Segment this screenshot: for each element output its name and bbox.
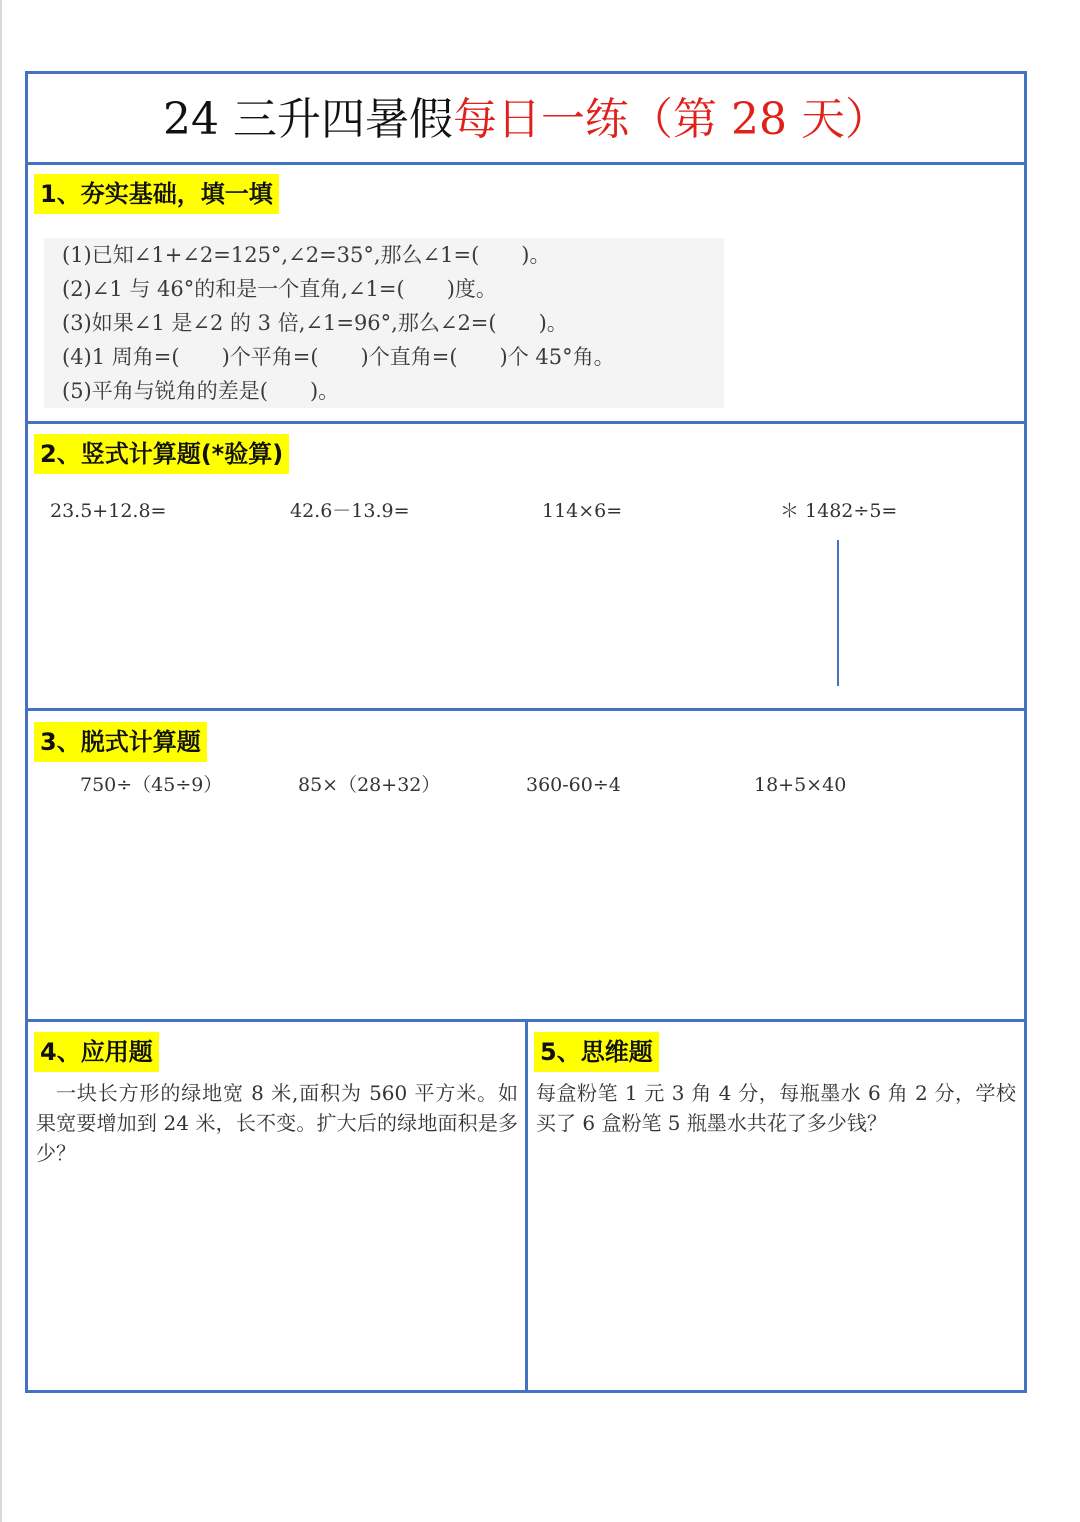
divider-section1 — [28, 421, 1024, 424]
section1-heading: 1、夯实基础，填一填 — [34, 174, 279, 214]
section4-heading: 4、应用题 — [34, 1032, 159, 1072]
vertical-calc-4: ＊ 1482÷5= — [780, 500, 898, 522]
vertical-calc-2: 42.6－13.9= — [290, 500, 410, 522]
worksheet-frame — [25, 71, 1027, 1393]
q1-item-1: (1)已知∠1+∠2=125°,∠2=35°,那么∠1=( )。 — [62, 243, 551, 267]
q1-item-4: (4)1 周角=( )个平角=( )个直角=( )个 45°角。 — [62, 345, 615, 369]
title-red: 每日一练（第 28 天） — [453, 94, 889, 145]
divider-section2 — [28, 708, 1024, 711]
section2-heading: 2、竖式计算题(*验算) — [34, 434, 289, 474]
section3-heading: 3、脱式计算题 — [34, 722, 207, 762]
stepwise-calc-4: 18+5×40 — [754, 774, 847, 796]
stepwise-calc-2: 85×（28+32） — [298, 774, 441, 796]
division-work-line — [837, 540, 839, 686]
section1-questions — [44, 238, 724, 408]
q1-item-3: (3)如果∠1 是∠2 的 3 倍,∠1=96°,那么∠2=( )。 — [62, 311, 568, 335]
page-edge — [0, 0, 2, 1522]
q1-item-2: (2)∠1 与 46°的和是一个直角,∠1=( )度。 — [62, 277, 497, 301]
vertical-calc-1: 23.5+12.8= — [50, 500, 167, 522]
title-black: 24 三升四暑假 — [163, 94, 453, 145]
thinking-problem: 每盒粉笔 1 元 3 角 4 分，每瓶墨水 6 角 2 分，学校买了 6 盒粉笔 5 瓶墨水共花了多少钱？ — [536, 1081, 1016, 1135]
q1-item-5: (5)平角与锐角的差是( )。 — [62, 379, 340, 403]
stepwise-calc-1: 750÷（45÷9） — [80, 774, 223, 796]
section5-heading: 5、思维题 — [534, 1032, 659, 1072]
worksheet-title — [28, 92, 1024, 148]
divider-title — [28, 162, 1024, 165]
stepwise-calc-3: 360-60÷4 — [526, 774, 621, 796]
application-problem: 一块长方形的绿地宽 8 米,面积为 560 平方米。如果宽要增加到 24 米，长不变。扩大后的绿地面积是多少？ — [36, 1081, 518, 1165]
divider-vertical — [525, 1019, 528, 1393]
vertical-calc-3: 114×6= — [542, 500, 623, 522]
